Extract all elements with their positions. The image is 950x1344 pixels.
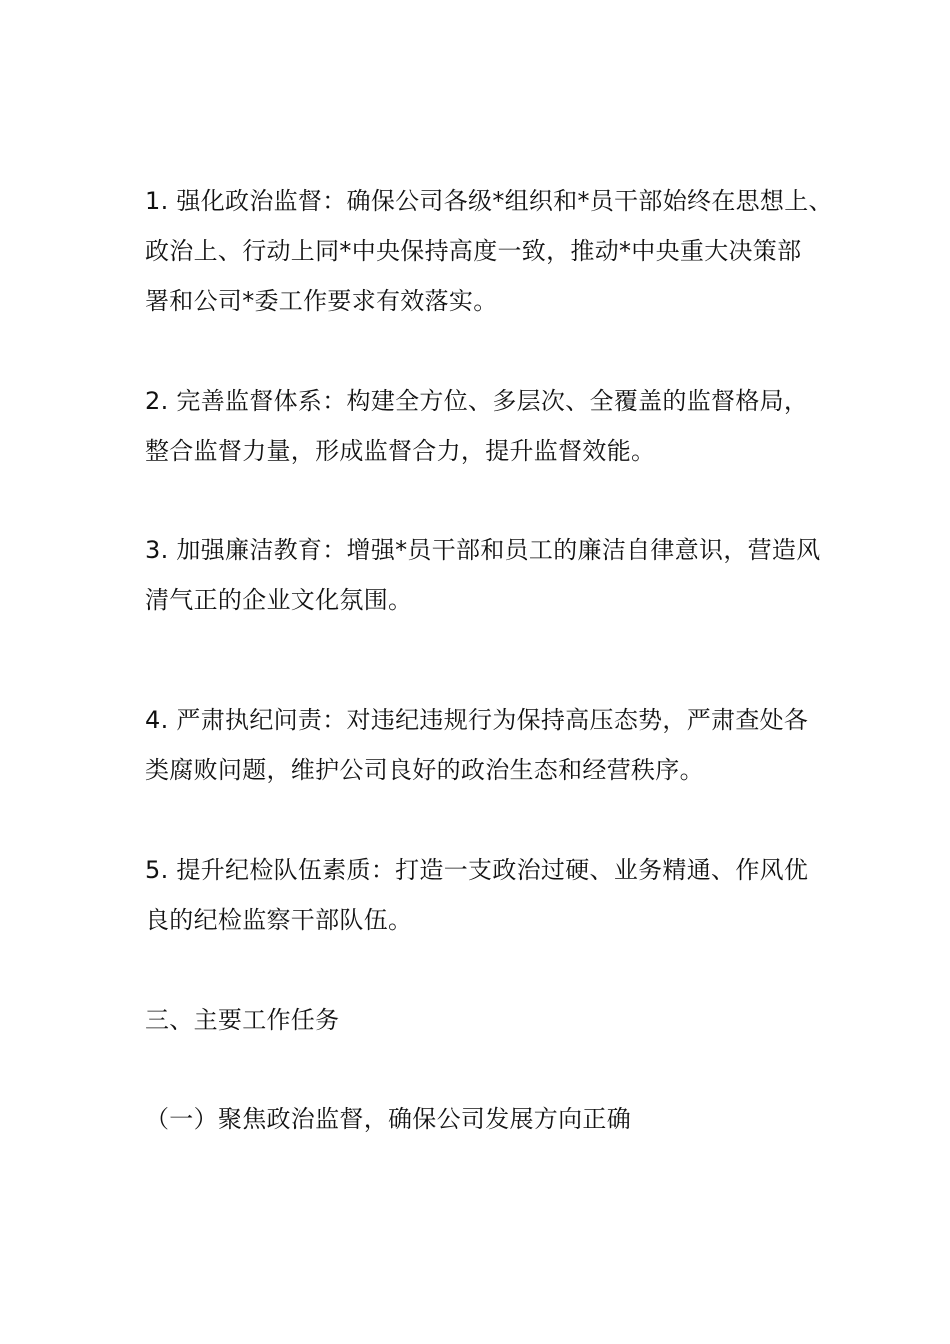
text-line: 良的纪检监察干部队伍。 — [145, 906, 413, 934]
text-line: 1. 强化政治监督：确保公司各级*组织和*员干部始终在思想上、 — [145, 187, 833, 215]
text-line: 政治上、行动上同*中央保持高度一致，推动*中央重大决策部 — [145, 237, 802, 265]
goal-paragraph-5 — [145, 845, 815, 945]
subsection-heading — [145, 1094, 815, 1144]
text-line: 4. 严肃执纪问责：对违纪违规行为保持高压态势，严肃查处各 — [145, 706, 809, 734]
section-heading — [145, 995, 815, 1045]
text-line: 整合监督力量，形成监督合力，提升监督效能。 — [145, 437, 656, 465]
goal-paragraph-3 — [145, 525, 821, 625]
text-line: 3. 加强廉洁教育：增强*员干部和员工的廉洁自律意识，营造风 — [145, 536, 821, 564]
text-line: 署和公司*委工作要求有效落实。 — [145, 287, 498, 315]
text-line: 类腐败问题，维护公司良好的政治生态和经营秩序。 — [145, 756, 704, 784]
text-line: 5. 提升纪检队伍素质：打造一支政治过硬、业务精通、作风优 — [145, 856, 809, 884]
section-heading-text: 三、主要工作任务 — [145, 1006, 340, 1034]
goal-paragraph-4 — [145, 695, 815, 795]
goal-paragraph-1 — [145, 176, 833, 326]
subsection-heading-text: （一）聚焦政治监督，确保公司发展方向正确 — [145, 1105, 631, 1133]
text-line: 2. 完善监督体系：构建全方位、多层次、全覆盖的监督格局， — [145, 387, 809, 415]
goal-paragraph-2 — [145, 376, 815, 476]
text-line: 清气正的企业文化氛围。 — [145, 586, 413, 614]
